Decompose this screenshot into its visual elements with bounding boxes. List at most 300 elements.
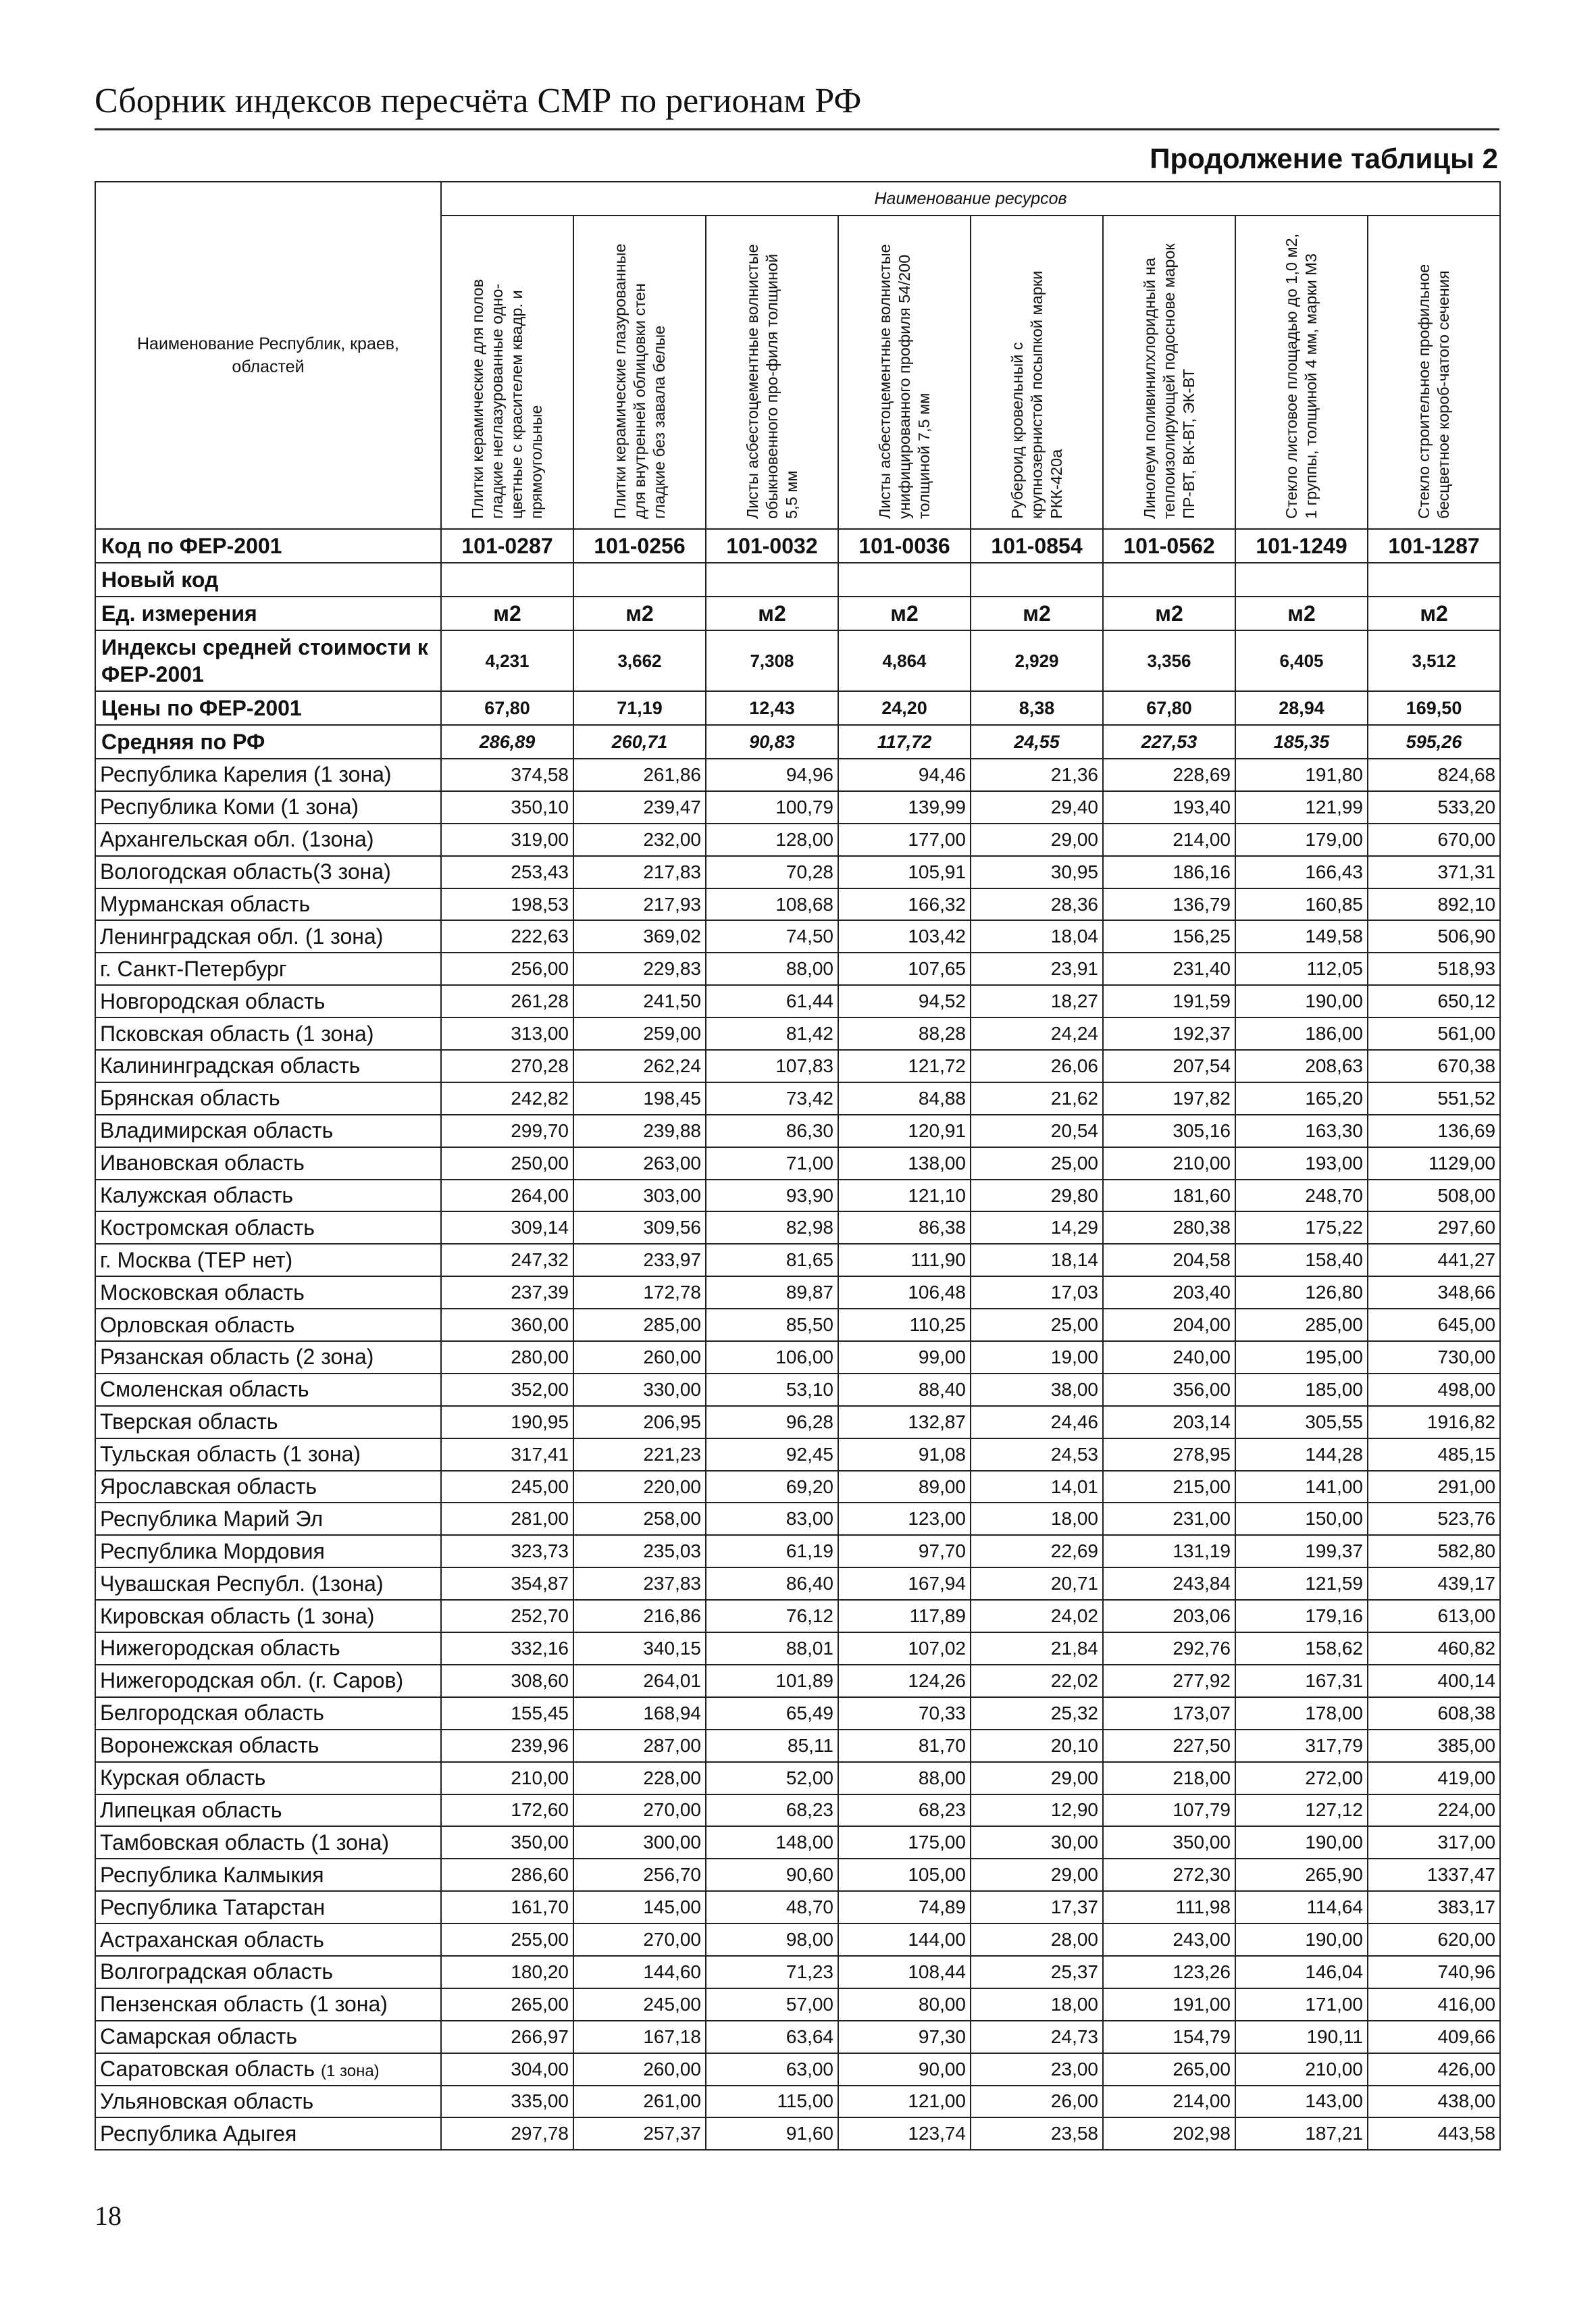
price-cell: 29,00 xyxy=(971,1859,1103,1891)
region-name-text: Псковская область (1 зона) xyxy=(100,1021,374,1046)
price-cell: 195,00 xyxy=(1235,1341,1368,1374)
region-name xyxy=(95,1374,441,1406)
meta-cell: м2 xyxy=(441,597,573,630)
price-cell: 94,96 xyxy=(706,759,838,791)
fer-code-row xyxy=(95,529,1500,563)
meta-cell xyxy=(971,563,1103,597)
price-cell: 645,00 xyxy=(1368,1309,1500,1341)
price-cell: 124,26 xyxy=(838,1665,971,1697)
price-cell: 485,15 xyxy=(1368,1438,1500,1471)
price-cell: 148,00 xyxy=(706,1826,838,1859)
price-cell: 57,00 xyxy=(706,1988,838,2021)
price-cell: 730,00 xyxy=(1368,1341,1500,1374)
region-name xyxy=(95,1309,441,1341)
price-cell: 270,00 xyxy=(573,1794,706,1827)
table-row xyxy=(95,2117,1500,2150)
price-cell: 146,04 xyxy=(1235,1956,1368,1988)
price-cell: 29,00 xyxy=(971,1762,1103,1794)
region-name xyxy=(95,1147,441,1180)
region-name xyxy=(95,1891,441,1923)
price-cell: 441,27 xyxy=(1368,1244,1500,1276)
price-cell: 101,89 xyxy=(706,1665,838,1697)
price-cell: 88,01 xyxy=(706,1632,838,1665)
region-name-text: Тверская область xyxy=(100,1409,278,1434)
price-cell: 278,95 xyxy=(1103,1438,1235,1471)
price-cell: 121,10 xyxy=(838,1180,971,1212)
price-cell: 144,00 xyxy=(838,1923,971,1956)
price-cell: 233,97 xyxy=(573,1244,706,1276)
price-cell: 243,84 xyxy=(1103,1567,1235,1600)
region-name xyxy=(95,1956,441,1988)
price-cell: 180,20 xyxy=(441,1956,573,1988)
price-cell: 107,02 xyxy=(838,1632,971,1665)
price-cell: 292,76 xyxy=(1103,1632,1235,1665)
price-cell: 88,28 xyxy=(838,1017,971,1050)
price-cell: 229,83 xyxy=(573,953,706,985)
price-cell: 63,64 xyxy=(706,2021,838,2053)
price-cell: 265,90 xyxy=(1235,1859,1368,1891)
table-row xyxy=(95,1180,1500,1212)
price-cell: 86,38 xyxy=(838,1211,971,1244)
meta-cell xyxy=(838,563,971,597)
price-cell: 305,55 xyxy=(1235,1406,1368,1438)
price-cell: 383,17 xyxy=(1368,1891,1500,1923)
meta-cell: м2 xyxy=(971,597,1103,630)
region-name-text: Чувашская Республ. (1зона) xyxy=(100,1571,384,1596)
region-name xyxy=(95,1665,441,1697)
region-name-text: Нижегородская область xyxy=(100,1636,340,1661)
region-name xyxy=(95,1276,441,1309)
meta-cell xyxy=(706,563,838,597)
price-cell: 88,00 xyxy=(838,1762,971,1794)
price-cell: 24,46 xyxy=(971,1406,1103,1438)
price-cell: 86,40 xyxy=(706,1567,838,1600)
price-cell: 136,79 xyxy=(1103,888,1235,921)
price-cell: 330,00 xyxy=(573,1374,706,1406)
table-row xyxy=(95,953,1500,985)
meta-cell: 24,20 xyxy=(838,691,971,725)
table-row xyxy=(95,824,1500,856)
meta-label: Ед. измерения xyxy=(95,597,441,630)
meta-cell: 286,89 xyxy=(441,725,573,759)
meta-cell: 4,231 xyxy=(441,630,573,691)
table-row xyxy=(95,1115,1500,1147)
price-cell: 81,70 xyxy=(838,1730,971,1762)
column-header xyxy=(706,216,838,529)
table-row xyxy=(95,1244,1500,1276)
cost-index-row xyxy=(95,630,1500,691)
column-header-text: Линолеум поливинилхлоридный на теплоизолирующей подоснове марок ПР-ВТ, ВК-ВТ, ЭК-ВТ xyxy=(1140,243,1198,519)
meta-cell: 185,35 xyxy=(1235,725,1368,759)
region-name xyxy=(95,2117,441,2150)
region-name-text: Воронежская область xyxy=(100,1733,319,1758)
table-row xyxy=(95,1535,1500,1567)
price-cell: 84,88 xyxy=(838,1082,971,1115)
price-cell: 613,00 xyxy=(1368,1600,1500,1632)
price-cell: 297,60 xyxy=(1368,1211,1500,1244)
price-cell: 250,00 xyxy=(441,1147,573,1180)
price-cell: 348,66 xyxy=(1368,1276,1500,1309)
price-cell: 80,00 xyxy=(838,1988,971,2021)
table-row xyxy=(95,1988,1500,2021)
price-cell: 94,52 xyxy=(838,985,971,1017)
price-cell: 582,80 xyxy=(1368,1535,1500,1567)
meta-cell: м2 xyxy=(573,597,706,630)
region-name-text: Самарская область xyxy=(100,2024,298,2049)
meta-label: Код по ФЕР-2001 xyxy=(95,529,441,563)
price-cell: 264,00 xyxy=(441,1180,573,1212)
meta-cell: 101-1287 xyxy=(1368,529,1500,563)
price-cell: 533,20 xyxy=(1368,791,1500,824)
price-cell: 214,00 xyxy=(1103,824,1235,856)
price-cell: 217,93 xyxy=(573,888,706,921)
column-header-text: Листы асбестоцементные волнистые унифицированного профиля 54/200 толщиной 7,5 мм xyxy=(875,244,933,519)
table-row xyxy=(95,1276,1500,1309)
region-name xyxy=(95,888,441,921)
price-cell: 81,65 xyxy=(706,1244,838,1276)
region-name-text: Республика Татарстан xyxy=(100,1894,326,1919)
price-cell: 18,00 xyxy=(971,1988,1103,2021)
price-cell: 261,28 xyxy=(441,985,573,1017)
meta-cell: м2 xyxy=(1103,597,1235,630)
price-cell: 139,99 xyxy=(838,791,971,824)
region-name xyxy=(95,1050,441,1082)
region-name-text: Мурманская область xyxy=(100,892,311,916)
price-cell: 620,00 xyxy=(1368,1923,1500,1956)
meta-cell: 7,308 xyxy=(706,630,838,691)
price-cell: 892,10 xyxy=(1368,888,1500,921)
price-cell: 281,00 xyxy=(441,1503,573,1535)
price-cell: 123,74 xyxy=(838,2117,971,2150)
region-name xyxy=(95,759,441,791)
price-cell: 198,53 xyxy=(441,888,573,921)
region-name-text: Белгородская область xyxy=(100,1701,324,1726)
price-cell: 132,87 xyxy=(838,1406,971,1438)
price-cell: 260,00 xyxy=(573,2053,706,2086)
price-cell: 824,68 xyxy=(1368,759,1500,791)
meta-cell: 8,38 xyxy=(971,691,1103,725)
price-cell: 191,80 xyxy=(1235,759,1368,791)
price-cell: 20,10 xyxy=(971,1730,1103,1762)
price-cell: 187,21 xyxy=(1235,2117,1368,2150)
price-cell: 192,37 xyxy=(1103,1017,1235,1050)
meta-cell: 3,512 xyxy=(1368,630,1500,691)
column-header-text: Стекло листовое площадью до 1,0 м2, 1 группы, толщиной 4 мм, марки М3 xyxy=(1283,233,1320,519)
meta-cell: 2,929 xyxy=(971,630,1103,691)
region-name-text: Саратовская область xyxy=(100,2057,315,2082)
price-cell: 309,14 xyxy=(441,1211,573,1244)
price-cell: 385,00 xyxy=(1368,1730,1500,1762)
price-cell: 91,08 xyxy=(838,1438,971,1471)
region-name xyxy=(95,1600,441,1632)
price-cell: 121,00 xyxy=(838,2086,971,2118)
price-cell: 266,97 xyxy=(441,2021,573,2053)
price-cell: 248,70 xyxy=(1235,1180,1368,1212)
price-cell: 506,90 xyxy=(1368,920,1500,953)
price-cell: 416,00 xyxy=(1368,1988,1500,2021)
table-row xyxy=(95,1923,1500,1956)
price-cell: 111,98 xyxy=(1103,1891,1235,1923)
price-cell: 25,32 xyxy=(971,1697,1103,1730)
region-name xyxy=(95,2086,441,2118)
region-name xyxy=(95,1471,441,1503)
price-cell: 190,11 xyxy=(1235,2021,1368,2053)
table-row xyxy=(95,2053,1500,2086)
price-cell: 203,06 xyxy=(1103,1600,1235,1632)
region-name-text: Владимирская область xyxy=(100,1118,334,1143)
meta-cell xyxy=(573,563,706,597)
price-cell: 185,00 xyxy=(1235,1374,1368,1406)
price-cell: 106,00 xyxy=(706,1341,838,1374)
price-cell: 352,00 xyxy=(441,1374,573,1406)
region-name xyxy=(95,920,441,953)
price-cell: 86,30 xyxy=(706,1115,838,1147)
price-cell: 262,24 xyxy=(573,1050,706,1082)
region-name xyxy=(95,1115,441,1147)
price-cell: 121,59 xyxy=(1235,1567,1368,1600)
price-cell: 239,88 xyxy=(573,1115,706,1147)
price-cell: 252,70 xyxy=(441,1600,573,1632)
region-name-text: Пензенская область (1 зона) xyxy=(100,1992,388,2017)
region-name xyxy=(95,1762,441,1794)
meta-cell: 67,80 xyxy=(1103,691,1235,725)
price-cell: 172,60 xyxy=(441,1794,573,1827)
table-row xyxy=(95,985,1500,1017)
price-cell: 18,00 xyxy=(971,1503,1103,1535)
meta-label: Индексы средней стоимости к ФЕР-2001 xyxy=(95,630,441,691)
price-cell: 97,70 xyxy=(838,1535,971,1567)
price-cell: 190,00 xyxy=(1235,1923,1368,1956)
price-cell: 239,47 xyxy=(573,791,706,824)
price-cell: 12,90 xyxy=(971,1794,1103,1827)
price-cell: 141,00 xyxy=(1235,1471,1368,1503)
table-row xyxy=(95,1567,1500,1600)
table-row xyxy=(95,2086,1500,2118)
price-cell: 131,19 xyxy=(1103,1535,1235,1567)
price-cell: 208,63 xyxy=(1235,1050,1368,1082)
price-cell: 126,80 xyxy=(1235,1276,1368,1309)
price-cell: 204,58 xyxy=(1103,1244,1235,1276)
price-cell: 508,00 xyxy=(1368,1180,1500,1212)
price-cell: 190,00 xyxy=(1235,985,1368,1017)
price-cell: 287,00 xyxy=(573,1730,706,1762)
price-cell: 259,00 xyxy=(573,1017,706,1050)
meta-cell: 4,864 xyxy=(838,630,971,691)
price-cell: 20,71 xyxy=(971,1567,1103,1600)
region-name-text: Липецкая область xyxy=(100,1797,282,1822)
region-name-text: Ярославская область xyxy=(100,1474,317,1499)
meta-cell: 3,356 xyxy=(1103,630,1235,691)
region-name-text: Брянская область xyxy=(100,1086,280,1111)
price-cell: 216,86 xyxy=(573,1600,706,1632)
price-cell: 256,00 xyxy=(441,953,573,985)
price-cell: 193,40 xyxy=(1103,791,1235,824)
table-row xyxy=(95,1471,1500,1503)
price-cell: 98,00 xyxy=(706,1923,838,1956)
price-cell: 561,00 xyxy=(1368,1017,1500,1050)
price-cell: 270,28 xyxy=(441,1050,573,1082)
price-cell: 149,58 xyxy=(1235,920,1368,953)
price-cell: 280,38 xyxy=(1103,1211,1235,1244)
meta-cell: 260,71 xyxy=(573,725,706,759)
price-cell: 202,98 xyxy=(1103,2117,1235,2150)
price-cell: 177,00 xyxy=(838,824,971,856)
price-cell: 214,00 xyxy=(1103,2086,1235,2118)
table-row xyxy=(95,1438,1500,1471)
price-cell: 319,00 xyxy=(441,824,573,856)
column-header-text: Рубероид кровельный с крупнозернистой посыпкой марки РКК-420а xyxy=(1008,270,1065,519)
table-row xyxy=(95,1147,1500,1180)
price-cell: 186,00 xyxy=(1235,1017,1368,1050)
table-row xyxy=(95,856,1500,888)
price-cell: 85,11 xyxy=(706,1730,838,1762)
region-name xyxy=(95,1988,441,2021)
price-cell: 81,42 xyxy=(706,1017,838,1050)
region-name xyxy=(95,985,441,1017)
price-cell: 25,00 xyxy=(971,1147,1103,1180)
region-name xyxy=(95,1180,441,1212)
price-cell: 29,80 xyxy=(971,1180,1103,1212)
table-row xyxy=(95,1600,1500,1632)
price-cell: 245,00 xyxy=(573,1988,706,2021)
price-cell: 123,26 xyxy=(1103,1956,1235,1988)
price-cell: 203,14 xyxy=(1103,1406,1235,1438)
price-cell: 171,00 xyxy=(1235,1988,1368,2021)
price-cell: 235,03 xyxy=(573,1535,706,1567)
region-zone-note: (1 зона) xyxy=(320,2062,380,2081)
price-cell: 175,22 xyxy=(1235,1211,1368,1244)
meta-cell: 101-0562 xyxy=(1103,529,1235,563)
price-cell: 93,90 xyxy=(706,1180,838,1212)
price-cell: 313,00 xyxy=(441,1017,573,1050)
price-cell: 210,00 xyxy=(1103,1147,1235,1180)
region-name-text: г. Санкт-Петербург xyxy=(100,956,287,981)
price-cell: 203,40 xyxy=(1103,1276,1235,1309)
price-cell: 17,03 xyxy=(971,1276,1103,1309)
price-cell: 136,69 xyxy=(1368,1115,1500,1147)
price-cell: 19,00 xyxy=(971,1341,1103,1374)
price-cell: 76,12 xyxy=(706,1600,838,1632)
price-cell: 103,42 xyxy=(838,920,971,953)
price-cell: 1916,82 xyxy=(1368,1406,1500,1438)
price-cell: 111,90 xyxy=(838,1244,971,1276)
price-cell: 237,83 xyxy=(573,1567,706,1600)
price-cell: 354,87 xyxy=(441,1567,573,1600)
price-cell: 29,40 xyxy=(971,791,1103,824)
table-row xyxy=(95,791,1500,824)
meta-label: Новый код xyxy=(95,563,441,597)
price-cell: 29,00 xyxy=(971,824,1103,856)
meta-cell: 101-0036 xyxy=(838,529,971,563)
region-name-text: Смоленская область xyxy=(100,1377,309,1402)
region-name-text: Ульяновская область xyxy=(100,2088,314,2113)
price-cell: 112,05 xyxy=(1235,953,1368,985)
price-cell: 24,02 xyxy=(971,1600,1103,1632)
page-title: Сборник индексов пересчёта СМР по регионам РФ xyxy=(95,82,862,120)
price-cell: 197,82 xyxy=(1103,1082,1235,1115)
region-name xyxy=(95,1406,441,1438)
price-cell: 97,30 xyxy=(838,2021,971,2053)
price-cell: 127,12 xyxy=(1235,1794,1368,1827)
price-cell: 332,16 xyxy=(441,1632,573,1665)
region-name-text: Астраханская область xyxy=(100,1927,324,1952)
region-name xyxy=(95,1826,441,1859)
price-cell: 243,00 xyxy=(1103,1923,1235,1956)
price-cell: 264,01 xyxy=(573,1665,706,1697)
price-cell: 105,91 xyxy=(838,856,971,888)
price-cell: 63,00 xyxy=(706,2053,838,2086)
table-row xyxy=(95,1017,1500,1050)
meta-cell xyxy=(1235,563,1368,597)
price-cell: 92,45 xyxy=(706,1438,838,1471)
price-cell: 167,18 xyxy=(573,2021,706,2053)
price-cell: 371,31 xyxy=(1368,856,1500,888)
price-cell: 48,70 xyxy=(706,1891,838,1923)
price-cell: 172,78 xyxy=(573,1276,706,1309)
price-cell: 272,30 xyxy=(1103,1859,1235,1891)
price-cell: 107,65 xyxy=(838,953,971,985)
price-cell: 179,16 xyxy=(1235,1600,1368,1632)
price-cell: 228,69 xyxy=(1103,759,1235,791)
column-header xyxy=(573,216,706,529)
price-cell: 173,07 xyxy=(1103,1697,1235,1730)
price-cell: 21,62 xyxy=(971,1082,1103,1115)
price-cell: 24,73 xyxy=(971,2021,1103,2053)
price-cell: 305,16 xyxy=(1103,1115,1235,1147)
price-cell: 374,58 xyxy=(441,759,573,791)
price-cell: 30,95 xyxy=(971,856,1103,888)
table-row xyxy=(95,1956,1500,1988)
price-cell: 61,19 xyxy=(706,1535,838,1567)
price-cell: 309,56 xyxy=(573,1211,706,1244)
price-cell: 258,00 xyxy=(573,1503,706,1535)
region-name xyxy=(95,953,441,985)
price-cell: 107,79 xyxy=(1103,1794,1235,1827)
price-cell: 186,16 xyxy=(1103,856,1235,888)
table-row xyxy=(95,920,1500,953)
price-cell: 228,00 xyxy=(573,1762,706,1794)
price-cell: 65,49 xyxy=(706,1697,838,1730)
meta-cell xyxy=(1368,563,1500,597)
price-cell: 190,95 xyxy=(441,1406,573,1438)
table-row xyxy=(95,1859,1500,1891)
price-cell: 215,00 xyxy=(1103,1471,1235,1503)
price-cell: 270,00 xyxy=(573,1923,706,1956)
table-row xyxy=(95,1374,1500,1406)
price-cell: 53,10 xyxy=(706,1374,838,1406)
price-cell: 199,37 xyxy=(1235,1535,1368,1567)
price-cell: 88,40 xyxy=(838,1374,971,1406)
price-cell: 18,04 xyxy=(971,920,1103,953)
meta-cell: 3,662 xyxy=(573,630,706,691)
price-cell: 260,00 xyxy=(573,1341,706,1374)
price-cell: 99,00 xyxy=(838,1341,971,1374)
table-row xyxy=(95,1050,1500,1082)
region-name xyxy=(95,1632,441,1665)
price-cell: 128,00 xyxy=(706,824,838,856)
price-cell: 650,12 xyxy=(1368,985,1500,1017)
price-cell: 286,60 xyxy=(441,1859,573,1891)
region-name-text: Тамбовская область (1 зона) xyxy=(100,1830,389,1855)
region-name xyxy=(95,1923,441,1956)
price-cell: 369,02 xyxy=(573,920,706,953)
price-cell: 74,89 xyxy=(838,1891,971,1923)
price-cell: 523,76 xyxy=(1368,1503,1500,1535)
price-cell: 204,00 xyxy=(1103,1309,1235,1341)
price-cell: 237,39 xyxy=(441,1276,573,1309)
region-name-text: Новгородская область xyxy=(100,988,326,1013)
table-row xyxy=(95,1309,1500,1341)
